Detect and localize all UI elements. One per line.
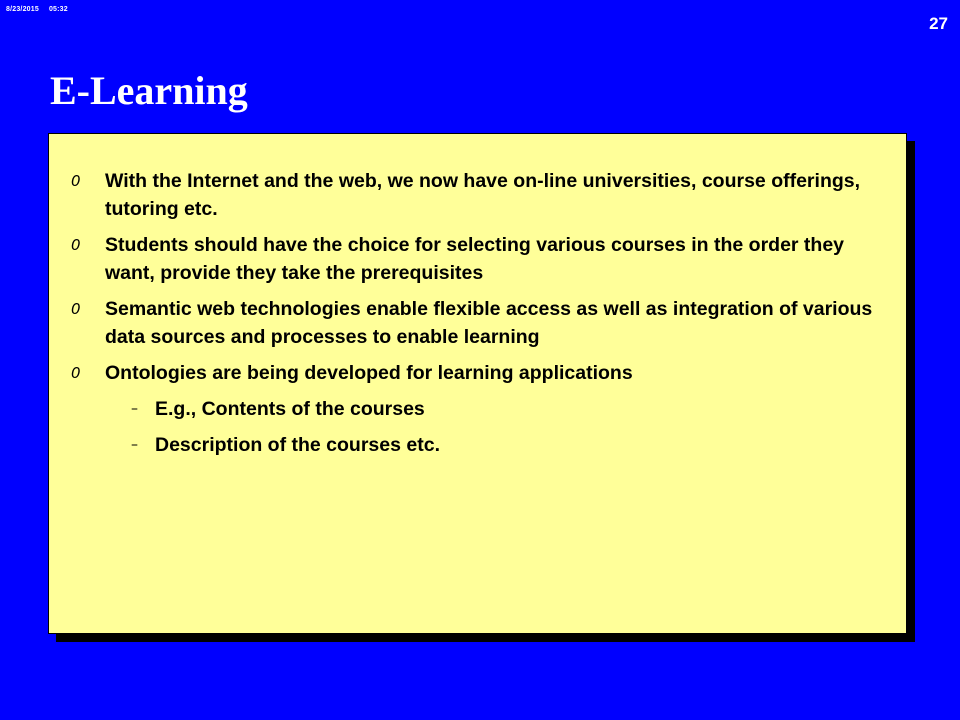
time-label: 05:32 [48,6,68,13]
page-number: 27 [929,14,948,33]
sub-bullet-text: E.g., Contents of the courses [155,398,425,420]
content-box [48,133,907,634]
bullet-marker-icon: 0 [71,300,81,318]
bullet-item [71,231,896,287]
bullet-text: Ontologies are being developed for learning applications [105,362,633,384]
bullet-list [71,167,896,467]
bullet-marker-icon: 0 [71,364,81,382]
date-label: 8/23/2015 [6,6,39,13]
bullet-text: With the Internet and the web, we now have on-line universities, course offerings, tutoring etc. [105,170,861,220]
sub-bullet-text: Description of the courses etc. [155,434,440,456]
bullet-marker-icon: 0 [71,236,81,254]
bullet-item [71,295,896,351]
timestamp [6,6,78,13]
sub-bullet-item [71,395,896,423]
bullet-text: Semantic web technologies enable flexible access as well as integration of various data sources and processes to enable learning [105,298,873,348]
dash-marker-icon: – [131,437,138,453]
dash-marker-icon: – [131,401,138,417]
bullet-marker-icon: 0 [71,172,81,190]
bullet-text: Students should have the choice for selecting various courses in the order they want, provide they take the prerequisites [105,234,845,284]
slide-title: E-Learning [50,68,248,113]
bullet-item [71,359,896,387]
sub-bullet-item [71,431,896,459]
bullet-item [71,167,896,223]
